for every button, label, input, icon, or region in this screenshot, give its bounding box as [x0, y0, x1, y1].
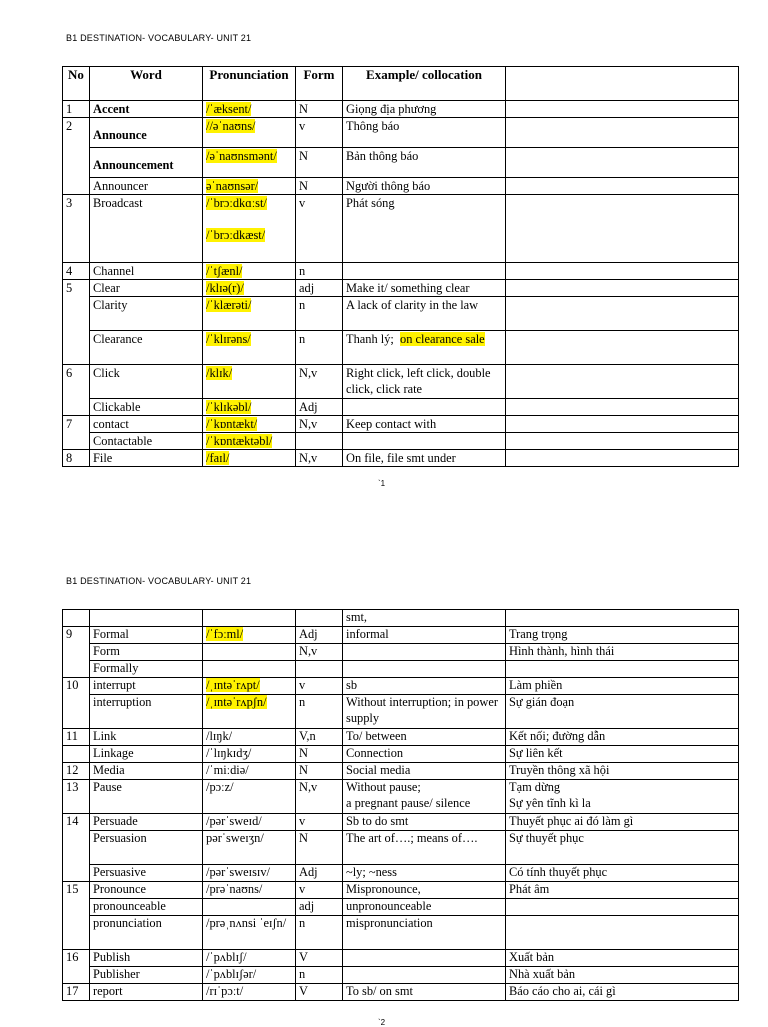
cell-word: Broadcast [90, 195, 203, 263]
cell-pron: /ˈfɔːml/ [203, 627, 296, 644]
cell-form: n [296, 263, 343, 280]
cell-example: Make it/ something clear [343, 280, 506, 297]
cell-example: On file, file smt under [343, 450, 506, 467]
cell-meaning: Kết nối; đường dẫn [506, 729, 739, 746]
cell-example [343, 644, 506, 661]
cell-example: sb [343, 678, 506, 695]
cell-form: N,v [296, 416, 343, 433]
cell-meaning [506, 916, 739, 950]
cell-example: To sb/ on smt [343, 984, 506, 1001]
table-row [63, 263, 739, 280]
cell-pron: /ˈlɪŋkɪdʒ/ [203, 746, 296, 763]
cell-form: adj [296, 899, 343, 916]
cell-example [343, 661, 506, 678]
table-row [63, 101, 739, 118]
cell-meaning: Có tính thuyết phục [506, 865, 739, 882]
cell-meaning: Sự liên kết [506, 746, 739, 763]
cell-example: Without pause; a pregnant pause/ silence [343, 780, 506, 814]
cell-form: v [296, 882, 343, 899]
cell-word: Persuasive [90, 865, 203, 882]
table-row [63, 831, 739, 865]
page-number: `2 [378, 1018, 386, 1027]
table-row [63, 178, 739, 195]
table-row [63, 882, 739, 899]
column-header-word: Word [90, 67, 203, 101]
cell-example: Phát sóng [343, 195, 506, 263]
cell-pron: /prəˌnʌnsi ˈeɪʃn/ [203, 916, 296, 950]
cell-pron [203, 661, 296, 678]
cell-word: Contactable [90, 433, 203, 450]
table-row [63, 678, 739, 695]
table-row [63, 780, 739, 814]
cell-word: Announcer [90, 178, 203, 195]
cell-form [296, 610, 343, 627]
cell-example: Right click, left click, double click, click rate [343, 365, 506, 399]
cell-form: N [296, 746, 343, 763]
cell-form [296, 433, 343, 450]
cell-pron: /ˈmiːdiə/ [203, 763, 296, 780]
cell-pron [203, 610, 296, 627]
cell-pron: əˈnaʊnsər/ [203, 178, 296, 195]
table-row [63, 331, 739, 365]
table-row [63, 695, 739, 729]
cell-no: 5 [63, 280, 90, 365]
cell-word: Formally [90, 661, 203, 678]
cell-form: adj [296, 280, 343, 297]
cell-example: Social media [343, 763, 506, 780]
cell-form: N [296, 763, 343, 780]
cell-pron: /ˈklɪrəns/ [203, 331, 296, 365]
cell-word: contact [90, 416, 203, 433]
cell-word: Link [90, 729, 203, 746]
cell-meaning [506, 416, 739, 433]
page-number: `1 [378, 479, 386, 488]
cell-example: Thông báo [343, 118, 506, 148]
cell-pron: /prəˈnaʊns/ [203, 882, 296, 899]
cell-meaning [506, 450, 739, 467]
cell-word: Clearance [90, 331, 203, 365]
cell-word: interrupt [90, 678, 203, 695]
cell-word: Persuasion [90, 831, 203, 865]
cell-pron: /ˈpʌblɪʃ/ [203, 950, 296, 967]
cell-example [343, 399, 506, 416]
cell-meaning: Xuất bản [506, 950, 739, 967]
cell-form: v [296, 118, 343, 148]
cell-word: Publish [90, 950, 203, 967]
cell-word: Clear [90, 280, 203, 297]
cell-form: V [296, 984, 343, 1001]
cell-word: Publisher [90, 967, 203, 984]
cell-word: Formal [90, 627, 203, 644]
cell-no: 16 [63, 950, 90, 984]
cell-meaning [506, 433, 739, 450]
cell-form: N,v [296, 450, 343, 467]
cell-word: Pronounce [90, 882, 203, 899]
table-row [63, 729, 739, 746]
cell-meaning: Truyền thông xã hội [506, 763, 739, 780]
cell-word: Click [90, 365, 203, 399]
table-row [63, 661, 739, 678]
cell-form: N,v [296, 780, 343, 814]
table-row [63, 297, 739, 331]
cell-pron: /rɪˈpɔːt/ [203, 984, 296, 1001]
cell-meaning [506, 899, 739, 916]
cell-example: The art of….; means of…. [343, 831, 506, 865]
cell-example: unpronounceable [343, 899, 506, 916]
cell-pron: pərˈsweɪʒn/ [203, 831, 296, 865]
cell-form: N,v [296, 644, 343, 661]
cell-example: To/ between [343, 729, 506, 746]
cell-example: Mispronounce, [343, 882, 506, 899]
cell-example: Bản thông báo [343, 148, 506, 178]
column-header-meaning [506, 67, 739, 101]
column-header-form: Form [296, 67, 343, 101]
cell-no: 9 [63, 627, 90, 678]
cell-no: 17 [63, 984, 90, 1001]
cell-form: Adj [296, 399, 343, 416]
cell-meaning: Làm phiền [506, 678, 739, 695]
cell-no: 1 [63, 101, 90, 118]
column-header-no: No [63, 67, 90, 101]
cell-example: Thanh lý; on clearance sale [343, 331, 506, 365]
cell-word: pronounceable [90, 899, 203, 916]
cell-form: V [296, 950, 343, 967]
table-row [63, 746, 739, 763]
table-row [63, 763, 739, 780]
cell-form: N [296, 178, 343, 195]
cell-meaning: Sự thuyết phục [506, 831, 739, 865]
cell-pron [203, 644, 296, 661]
cell-word: Pause [90, 780, 203, 814]
cell-pron: /ˌɪntəˈrʌpʃn/ [203, 695, 296, 729]
cell-form: N,v [296, 365, 343, 399]
cell-example: mispronunciation [343, 916, 506, 950]
cell-pron: /ˈæksent/ [203, 101, 296, 118]
cell-pron: //əˈnaʊns/ [203, 118, 296, 148]
cell-form [296, 661, 343, 678]
vocabulary-table-continued [62, 609, 739, 1001]
cell-form: N [296, 831, 343, 865]
cell-pron: /klɪə(r)/ [203, 280, 296, 297]
cell-meaning [506, 263, 739, 280]
cell-example: Người thông báo [343, 178, 506, 195]
cell-word: Announcement [90, 148, 203, 178]
cell-meaning [506, 399, 739, 416]
cell-form: v [296, 678, 343, 695]
cell-example: Without interruption; in power supply [343, 695, 506, 729]
table-row [63, 399, 739, 416]
cell-pron: /ˈkɒntæktəbl/ [203, 433, 296, 450]
table-row [63, 644, 739, 661]
column-header-pronunciation: Pronunciation [203, 67, 296, 101]
cell-no: 4 [63, 263, 90, 280]
cell-meaning: Trang trọng [506, 627, 739, 644]
cell-no [63, 746, 90, 763]
table-row [63, 627, 739, 644]
cell-meaning [506, 661, 739, 678]
table-row [63, 280, 739, 297]
cell-no [63, 610, 90, 627]
cell-meaning [506, 610, 739, 627]
cell-pron: /pərˈsweɪd/ [203, 814, 296, 831]
cell-meaning: Hình thành, hình thái [506, 644, 739, 661]
table-row [63, 814, 739, 831]
cell-form: n [296, 297, 343, 331]
table-row [63, 118, 739, 148]
cell-form: Adj [296, 627, 343, 644]
cell-form: n [296, 967, 343, 984]
cell-word: Clarity [90, 297, 203, 331]
cell-meaning [506, 195, 739, 263]
cell-meaning [506, 101, 739, 118]
cell-form: Adj [296, 865, 343, 882]
cell-pron: /ˌɪntəˈrʌpt/ [203, 678, 296, 695]
cell-meaning [506, 297, 739, 331]
cell-no: 3 [63, 195, 90, 263]
cell-form: n [296, 695, 343, 729]
cell-form: V,n [296, 729, 343, 746]
cell-form: n [296, 331, 343, 365]
table-row [63, 433, 739, 450]
cell-no: 14 [63, 814, 90, 882]
table-row [63, 148, 739, 178]
cell-word: Linkage [90, 746, 203, 763]
cell-example: Giọng địa phương [343, 101, 506, 118]
cell-no: 15 [63, 882, 90, 950]
cell-pron: /faɪl/ [203, 450, 296, 467]
cell-pron [203, 899, 296, 916]
table-row [63, 950, 739, 967]
cell-example: Keep contact with [343, 416, 506, 433]
cell-no: 2 [63, 118, 90, 195]
cell-pron: /klɪk/ [203, 365, 296, 399]
cell-form: v [296, 814, 343, 831]
cell-meaning: Sự gián đoạn [506, 695, 739, 729]
page-header: B1 DESTINATION- VOCABULARY- UNIT 21 [66, 33, 252, 43]
cell-pron: /pərˈsweɪsɪv/ [203, 865, 296, 882]
cell-no: 7 [63, 416, 90, 450]
table-row [63, 967, 739, 984]
cell-form: N [296, 101, 343, 118]
cell-word: Accent [90, 101, 203, 118]
cell-word: Channel [90, 263, 203, 280]
cell-pron: /əˈnaʊnsmənt/ [203, 148, 296, 178]
page-header: B1 DESTINATION- VOCABULARY- UNIT 21 [66, 576, 252, 586]
cell-meaning: Phát âm [506, 882, 739, 899]
cell-example [343, 433, 506, 450]
cell-meaning: Thuyết phục ai đó làm gì [506, 814, 739, 831]
cell-meaning: Nhà xuất bản [506, 967, 739, 984]
cell-no: 10 [63, 678, 90, 729]
cell-example: Sb to do smt [343, 814, 506, 831]
cell-no: 12 [63, 763, 90, 780]
cell-word: pronunciation [90, 916, 203, 950]
cell-word: Form [90, 644, 203, 661]
cell-form: n [296, 916, 343, 950]
cell-pron: /ˈbrɔːdkɑːst/ /ˈbrɔːdkæst/ [203, 195, 296, 263]
cell-no: 8 [63, 450, 90, 467]
table-row [63, 984, 739, 1001]
table-row [63, 899, 739, 916]
cell-no: 6 [63, 365, 90, 416]
cell-example: A lack of clarity in the law [343, 297, 506, 331]
cell-pron: /ˈtʃænl/ [203, 263, 296, 280]
cell-word [90, 610, 203, 627]
table-row [63, 450, 739, 467]
cell-word: report [90, 984, 203, 1001]
cell-meaning [506, 365, 739, 399]
cell-pron: /ˈpʌblɪʃər/ [203, 967, 296, 984]
cell-example: smt, [343, 610, 506, 627]
cell-meaning [506, 148, 739, 178]
cell-meaning [506, 118, 739, 148]
cell-meaning: Tạm dừng Sự yên tĩnh kì la [506, 780, 739, 814]
cell-word: File [90, 450, 203, 467]
cell-meaning [506, 331, 739, 365]
cell-word: Clickable [90, 399, 203, 416]
cell-pron: /pɔːz/ [203, 780, 296, 814]
table-row [63, 365, 739, 399]
cell-form: N [296, 148, 343, 178]
table-row [63, 610, 739, 627]
cell-word: Persuade [90, 814, 203, 831]
highlighted-collocation: on clearance sale [400, 332, 485, 346]
cell-example [343, 263, 506, 280]
cell-meaning [506, 280, 739, 297]
cell-pron: /ˈkɒntækt/ [203, 416, 296, 433]
table-row [63, 195, 739, 263]
cell-no: 11 [63, 729, 90, 746]
cell-form: v [296, 195, 343, 263]
cell-meaning [506, 178, 739, 195]
cell-example [343, 950, 506, 967]
cell-pron: /ˈklɪkəbl/ [203, 399, 296, 416]
cell-word: Announce [90, 118, 203, 148]
cell-no: 13 [63, 780, 90, 814]
cell-pron: /lɪŋk/ [203, 729, 296, 746]
cell-pron: /ˈklærəti/ [203, 297, 296, 331]
table-header-row [63, 67, 739, 101]
table-row [63, 865, 739, 882]
cell-word: interruption [90, 695, 203, 729]
cell-word: Media [90, 763, 203, 780]
table-row [63, 916, 739, 950]
cell-meaning: Báo cáo cho ai, cái gì [506, 984, 739, 1001]
column-header-example: Example/ collocation [343, 67, 506, 101]
cell-example: Connection [343, 746, 506, 763]
vocabulary-table [62, 66, 739, 467]
cell-example: ~ly; ~ness [343, 865, 506, 882]
table-row [63, 416, 739, 433]
cell-example [343, 967, 506, 984]
cell-example: informal [343, 627, 506, 644]
